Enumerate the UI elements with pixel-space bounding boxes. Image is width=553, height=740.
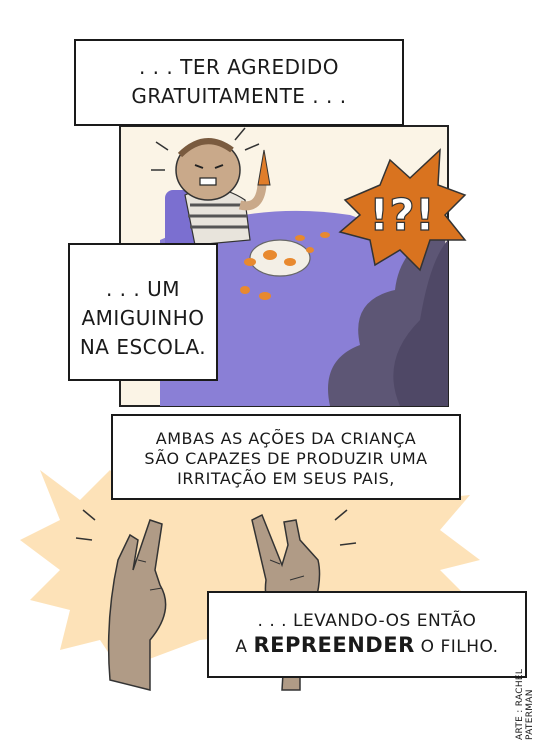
gritted-teeth [200, 178, 216, 185]
caption-bottom-line2 [209, 633, 525, 659]
caption-middle-line2: AMIGUINHO [81, 306, 205, 330]
caption-bottom-pre: A [235, 637, 248, 657]
caption-top [74, 39, 404, 126]
caption-center-line3: IRRITAÇÃO EM SEUS PAIS, [177, 469, 395, 488]
caption-top-line1: . . . TER AGREDIDO [138, 55, 340, 79]
caption-middle-line1: . . . UM [105, 277, 181, 301]
caption-top-line2: GRATUITAMENTE . . . [131, 84, 347, 108]
caption-middle-line3: NA ESCOLA. [79, 335, 207, 359]
plate [250, 240, 310, 276]
caption-center-line2: SÃO CAPAZES DE PRODUZIR UMA [144, 449, 428, 468]
art-credit: ARTE : RACHEL PATERMAN [515, 668, 535, 740]
burst-text: !?! [369, 190, 435, 241]
caption-bottom-line1: . . . LEVANDO-OS ENTÃO [257, 611, 477, 631]
caption-bottom-post: O FILHO. [420, 637, 499, 657]
caption-center-line1: AMBAS AS AÇÕES DA CRIANÇA [155, 429, 417, 448]
caption-bottom [207, 591, 527, 678]
caption-bottom-emphasis: REPREENDER [253, 633, 415, 657]
caption-center [111, 414, 461, 500]
caption-middle-left [68, 243, 218, 381]
